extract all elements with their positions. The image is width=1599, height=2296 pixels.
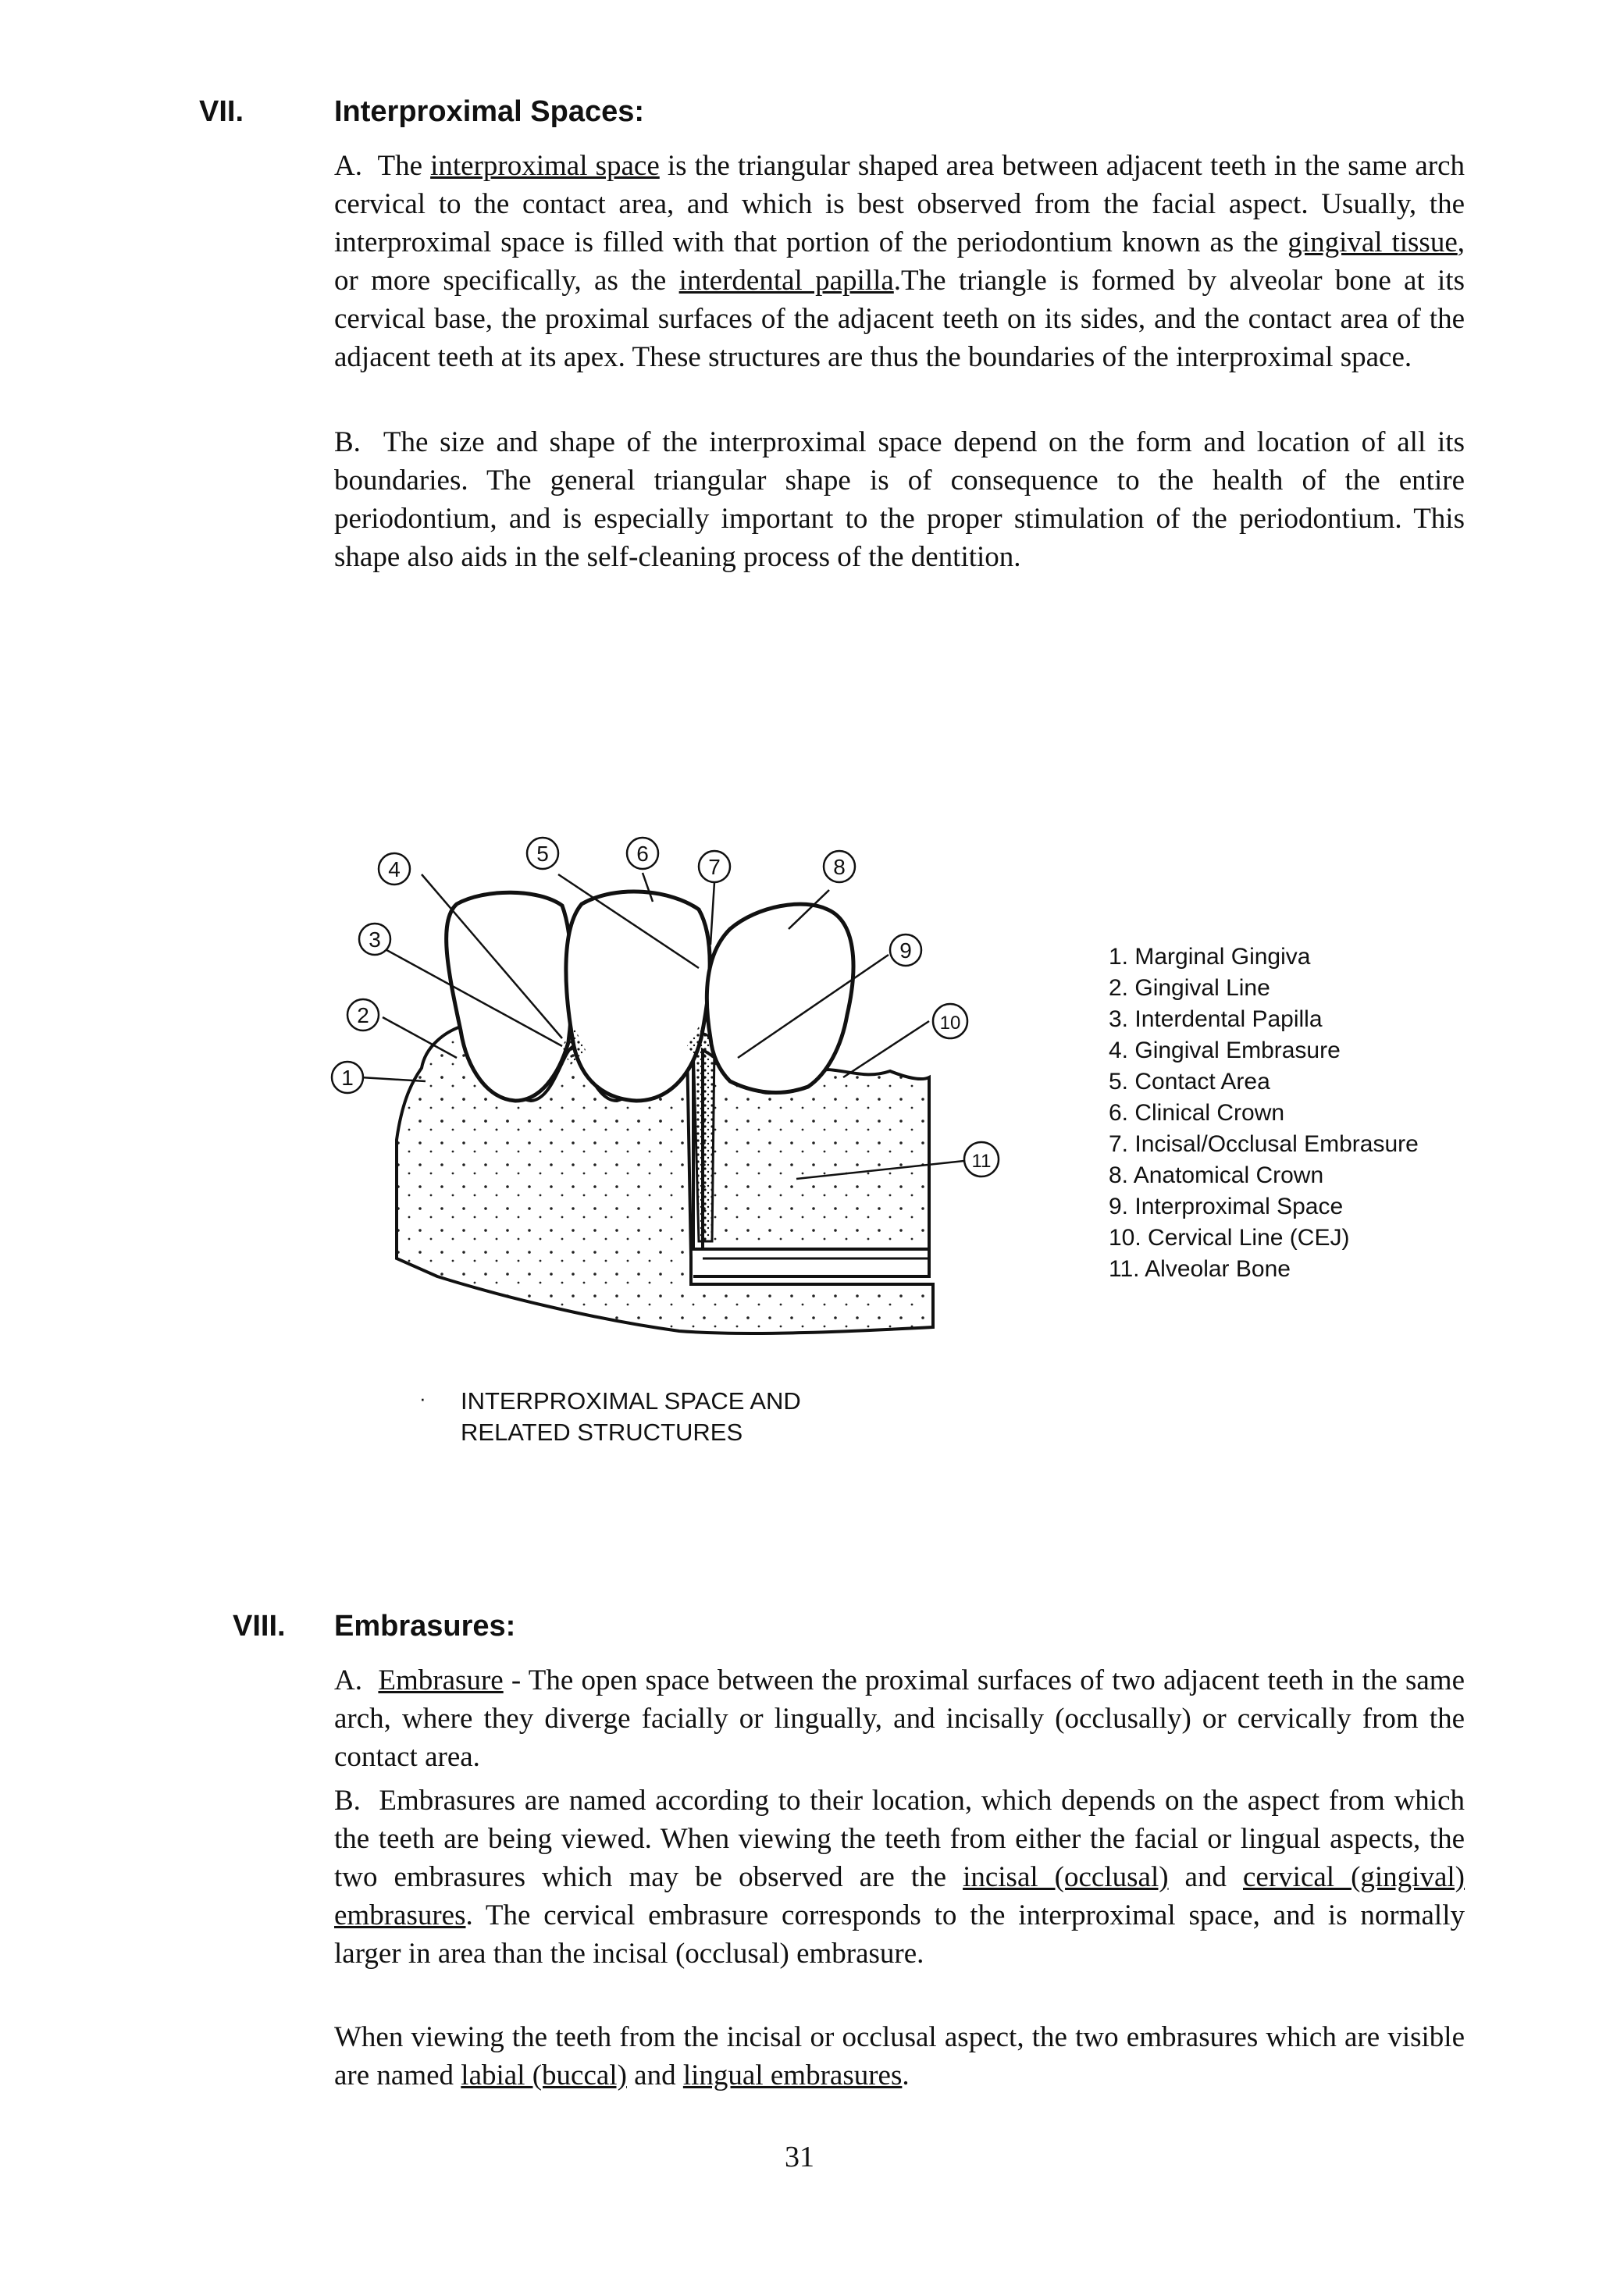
legend-item: 11. Alveolar Bone (1109, 1256, 1291, 1282)
section-viii-paragraph-a (334, 1661, 1465, 1776)
legend-item: 4. Gingival Embrasure (1109, 1038, 1341, 1063)
paragraph-b-marker: B. (334, 1785, 361, 1817)
callout-5: 5 (536, 842, 549, 866)
paragraph-b-text-2: and (1168, 1861, 1243, 1893)
legend-item: 1. Marginal Gingiva (1109, 944, 1311, 970)
cej-band (693, 1034, 714, 1241)
paragraph-a-text: - The open space between the proximal surfaces of two adjacent teeth in the same arch, where they diverge facially or lingually, and incisally (occlusally) or cervically from the contact area. (334, 1664, 1465, 1773)
section-viii-paragraph-b (334, 1782, 1465, 1973)
legend-item: 7. Incisal/Occlusal Embrasure (1109, 1131, 1419, 1157)
term-interproximal-space: interproximal space (430, 150, 660, 182)
paragraph-b-marker: B. (334, 426, 361, 458)
legend-item: 2. Gingival Line (1109, 975, 1270, 1001)
legend-item: 9. Interproximal Space (1109, 1194, 1344, 1219)
paragraph-a-text-2: is the triangular shaped area between adjacent teeth in the same arch cervical to the contact area, and which is best observed from the facial aspect. Usually, the interproximal space is filled with that portion of the periodontium known as the (334, 150, 1465, 258)
legend-item: 6. Clinical Crown (1109, 1100, 1285, 1126)
paragraph-c-text-3: . (902, 2059, 910, 2091)
callout-1: 1 (341, 1066, 354, 1090)
term-embrasure: Embrasure (378, 1664, 504, 1696)
callout-7: 7 (708, 855, 721, 879)
callout-9: 9 (899, 938, 912, 963)
section-vii-paragraph-b (334, 423, 1465, 576)
tooth-crown-right (707, 904, 853, 1092)
figure-caption (461, 1386, 801, 1448)
section-viii-number: VIII. (233, 1610, 286, 1643)
callout-3: 3 (369, 927, 381, 952)
term-interdental-papilla: interdental papilla (678, 265, 894, 297)
interproximal-space-diagram (312, 820, 1015, 1335)
term-incisal-occlusal: incisal (occlusal) (963, 1861, 1169, 1893)
callout-6: 6 (636, 842, 649, 866)
term-labial-buccal: labial (buccal) (461, 2059, 627, 2091)
callout-4: 4 (388, 857, 401, 881)
section-viii-title: Embrasures: (334, 1610, 516, 1643)
paragraph-c-text-2: and (626, 2059, 683, 2091)
term-lingual-embrasures: lingual embrasures (682, 2059, 903, 2091)
paragraph-c-text-1: When viewing the teeth from the incisal or occlusal aspect, the two embrasures which are visible are named (334, 2021, 1465, 2091)
tooth-crown-middle (566, 892, 710, 1101)
page-number: 31 (785, 2141, 814, 2173)
paragraph-a-text-4: .The triangle is formed by alveolar bone at its cervical base, the proximal surfaces of the adjacent teeth on its sides, and the contact area of the adjacent teeth at its apex. These structures are thus the boundaries of the interproximal space. (334, 265, 1465, 373)
figure-legend (1109, 942, 1419, 1285)
section-vii-title: Interproximal Spaces: (334, 95, 645, 128)
paragraph-a-marker: A. (334, 1664, 362, 1696)
section-vii-paragraph-a (334, 147, 1465, 376)
caption-line-1: INTERPROXIMAL SPACE AND (461, 1387, 801, 1415)
term-cervical-embrasures: cervical (gingival) embrasures (334, 1861, 1465, 1931)
paragraph-a-marker: A. (334, 150, 362, 182)
section-viii-paragraph-c (334, 2018, 1465, 2095)
paragraph-b-text-3: . The cervical embrasure corresponds to the interproximal space, and is normally larger in area than the incisal (occlusal) embrasure. (334, 1899, 1465, 1970)
paragraph-b-text-1: Embrasures are named according to their location, which depends on the aspect from which the teeth are being viewed. When viewing the teeth from either the facial or lingual aspects, the two embrasures which may be observed are the (334, 1785, 1465, 1893)
section-vii-number: VII. (199, 95, 244, 128)
legend-item: 10. Cervical Line (CEJ) (1109, 1225, 1350, 1251)
callout-2: 2 (357, 1003, 369, 1027)
callout-11: 11 (971, 1151, 992, 1172)
legend-item: 3. Interdental Papilla (1109, 1006, 1323, 1032)
caption-bullet: · (419, 1386, 426, 1410)
callout-10: 10 (939, 1013, 961, 1034)
term-gingival-tissue: gingival tissue (1287, 226, 1458, 258)
legend-item: 5. Contact Area (1109, 1069, 1270, 1095)
paragraph-a-text-1: The (377, 150, 431, 182)
paragraph-a-text-3: , or more specifically, as the (334, 226, 1465, 297)
caption-line-2: RELATED STRUCTURES (461, 1419, 743, 1446)
legend-item: 8. Anatomical Crown (1109, 1162, 1324, 1188)
paragraph-b-text: The size and shape of the interproximal space depend on the form and location of all its boundaries. The general triangular shape is of consequence to the health of the entire periodontium, and is especially important to the proper stimulation of the periodontium. This shape also aids in the self-cleaning process of the dentition. (334, 426, 1465, 573)
callout-8: 8 (833, 855, 846, 879)
